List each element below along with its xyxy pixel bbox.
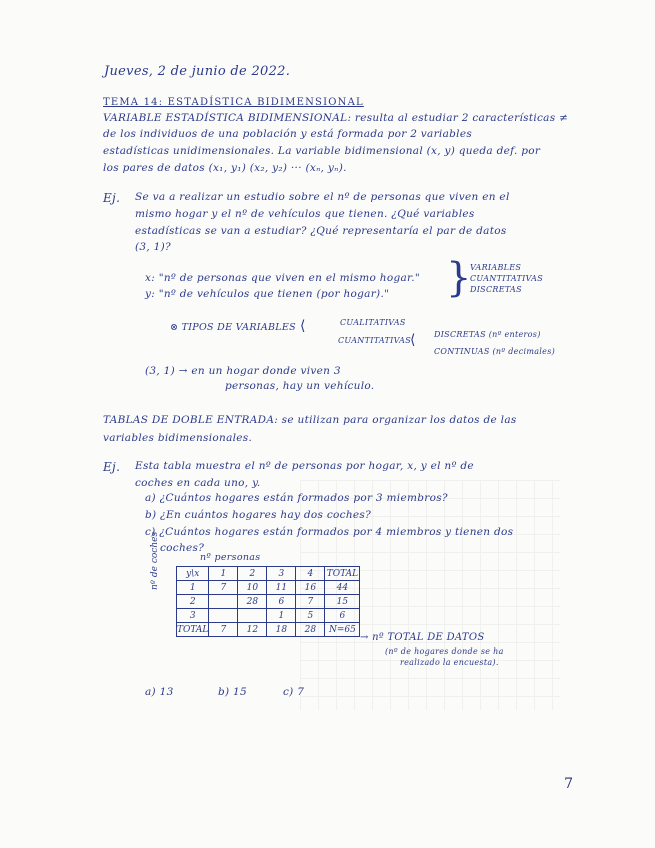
table-cell: 44 xyxy=(325,581,360,595)
total-datos-label: → nº TOTAL DE DATOS xyxy=(360,632,485,643)
total-note-2: realizado la encuesta). xyxy=(400,658,499,667)
table-row-label: TOTAL xyxy=(177,624,209,635)
example1-line-4: (3, 1)? xyxy=(135,241,171,253)
table-cell: 12 xyxy=(238,623,267,637)
intro-line-4: los pares de datos (x₁, y₁) (x₂, y₂) ··· (xₙ, yₙ). xyxy=(103,162,347,174)
table-cell: 7 xyxy=(209,623,238,637)
table-cell: 5 xyxy=(296,609,325,623)
var-type-1: VARIABLES xyxy=(470,263,522,272)
table-cell: 28 xyxy=(296,623,325,637)
example1-line-3: estadísticas se van a estudiar? ¿Qué representaría el par de datos xyxy=(135,225,507,237)
question-c-cont: coches? xyxy=(160,542,205,554)
y-definition: y: "nº de vehículos que tienen (por hogar)." xyxy=(145,288,390,300)
table-side-label: nº de coches xyxy=(150,531,160,590)
example1-line-2: mismo hogar y el nº de vehículos que tienen. ¿Qué variables xyxy=(135,208,475,220)
pair-answer-line-2: personas, hay un vehículo. xyxy=(225,380,375,392)
intro-line-3: estadísticas unidimensionales. La variable bidimensional (x, y) queda def. por xyxy=(103,145,541,157)
tipo-cuantitativas: CUANTITATIVAS xyxy=(338,336,412,345)
table-cell: 6 xyxy=(267,595,296,609)
example2-line-2: coches en cada uno, y. xyxy=(135,477,261,489)
table-corner: y\x xyxy=(177,567,209,581)
intro-line-1: VARIABLE ESTADÍSTICA BIDIMENSIONAL: resulta al estudiar 2 características ≠ xyxy=(103,112,569,124)
table-cell: 11 xyxy=(267,581,296,595)
table-total-row xyxy=(177,623,360,637)
x-definition: x: "nº de personas que viven en el mismo hogar." xyxy=(145,272,420,284)
table-top-label: nº personas xyxy=(200,552,261,563)
table-cell: N=65 xyxy=(325,623,360,637)
double-entry-table xyxy=(176,566,360,637)
intro-line-2: de los individuos de una población y está formada por 2 variables xyxy=(103,128,473,140)
table-cell xyxy=(209,595,238,609)
table-row-label: 2 xyxy=(177,595,209,609)
table-row-label: 1 xyxy=(177,581,209,595)
table-cell xyxy=(238,609,267,623)
table-row xyxy=(177,595,360,609)
answer-b: b) 15 xyxy=(218,686,248,698)
table-cell: 28 xyxy=(238,595,267,609)
tablas-line-2: variables bidimensionales. xyxy=(103,432,253,444)
answer-a: a) 13 xyxy=(145,686,174,698)
total-note-1: (nº de hogares donde se ha xyxy=(385,647,504,656)
table-col-header: 4 xyxy=(296,567,325,581)
table-col-header: 1 xyxy=(209,567,238,581)
table-col-header: TOTAL xyxy=(326,568,359,579)
tablas-line-1: TABLAS DE DOBLE ENTRADA: se utilizan para organizar los datos de las xyxy=(103,414,517,426)
answer-c: c) 7 xyxy=(283,686,305,698)
table-col-header: 2 xyxy=(238,567,267,581)
table-cell: 6 xyxy=(325,609,360,623)
page-number: 7 xyxy=(564,776,573,792)
branch-arrow-icon: ⟨ xyxy=(300,318,306,334)
table-cell: 10 xyxy=(238,581,267,595)
question-a: a) ¿Cuántos hogares están formados por 3 miembros? xyxy=(145,492,448,504)
table-header-row xyxy=(177,567,360,581)
table-row xyxy=(177,581,360,595)
example2-label: Ej. xyxy=(103,460,121,474)
table-cell: 7 xyxy=(209,581,238,595)
example1-label: Ej. xyxy=(103,191,121,205)
question-c: c) ¿Cuántos hogares están formados por 4 miembros y tienen dos xyxy=(145,526,514,538)
var-type-3: DISCRETAS xyxy=(470,285,522,294)
brace-icon: } xyxy=(446,255,472,301)
table-cell: 1 xyxy=(267,609,296,623)
table-cell: 15 xyxy=(325,595,360,609)
table-cell: 16 xyxy=(296,581,325,595)
table-col-header: 3 xyxy=(267,567,296,581)
table-cell: 7 xyxy=(296,595,325,609)
example2-line-1: Esta tabla muestra el nº de personas por hogar, x, y el nº de xyxy=(135,460,474,472)
date-heading: Jueves, 2 de junio de 2022. xyxy=(104,64,291,79)
table-row-label: 3 xyxy=(177,609,209,623)
tipo-cualitativas: CUALITATIVAS xyxy=(340,318,406,327)
var-type-2: CUANTITATIVAS xyxy=(470,274,544,283)
question-b: b) ¿En cuántos hogares hay dos coches? xyxy=(145,509,372,521)
table-cell: 18 xyxy=(267,623,296,637)
tipo-continuas: CONTINUAS (nº decimales) xyxy=(434,347,556,356)
pair-answer-line-1: (3, 1) → en un hogar donde viven 3 xyxy=(145,365,341,377)
branch-arrow-icon-2: ⟨ xyxy=(410,332,416,348)
example1-line-1: Se va a realizar un estudio sobre el nº de personas que viven en el xyxy=(135,191,510,203)
page-title: TEMA 14: ESTADÍSTICA BIDIMENSIONAL xyxy=(103,97,364,108)
tipos-label: ⊗ TIPOS DE VARIABLES xyxy=(170,322,296,333)
tipo-discretas: DISCRETAS (nº enteros) xyxy=(434,330,541,339)
table-cell xyxy=(209,609,238,623)
table-row xyxy=(177,609,360,623)
